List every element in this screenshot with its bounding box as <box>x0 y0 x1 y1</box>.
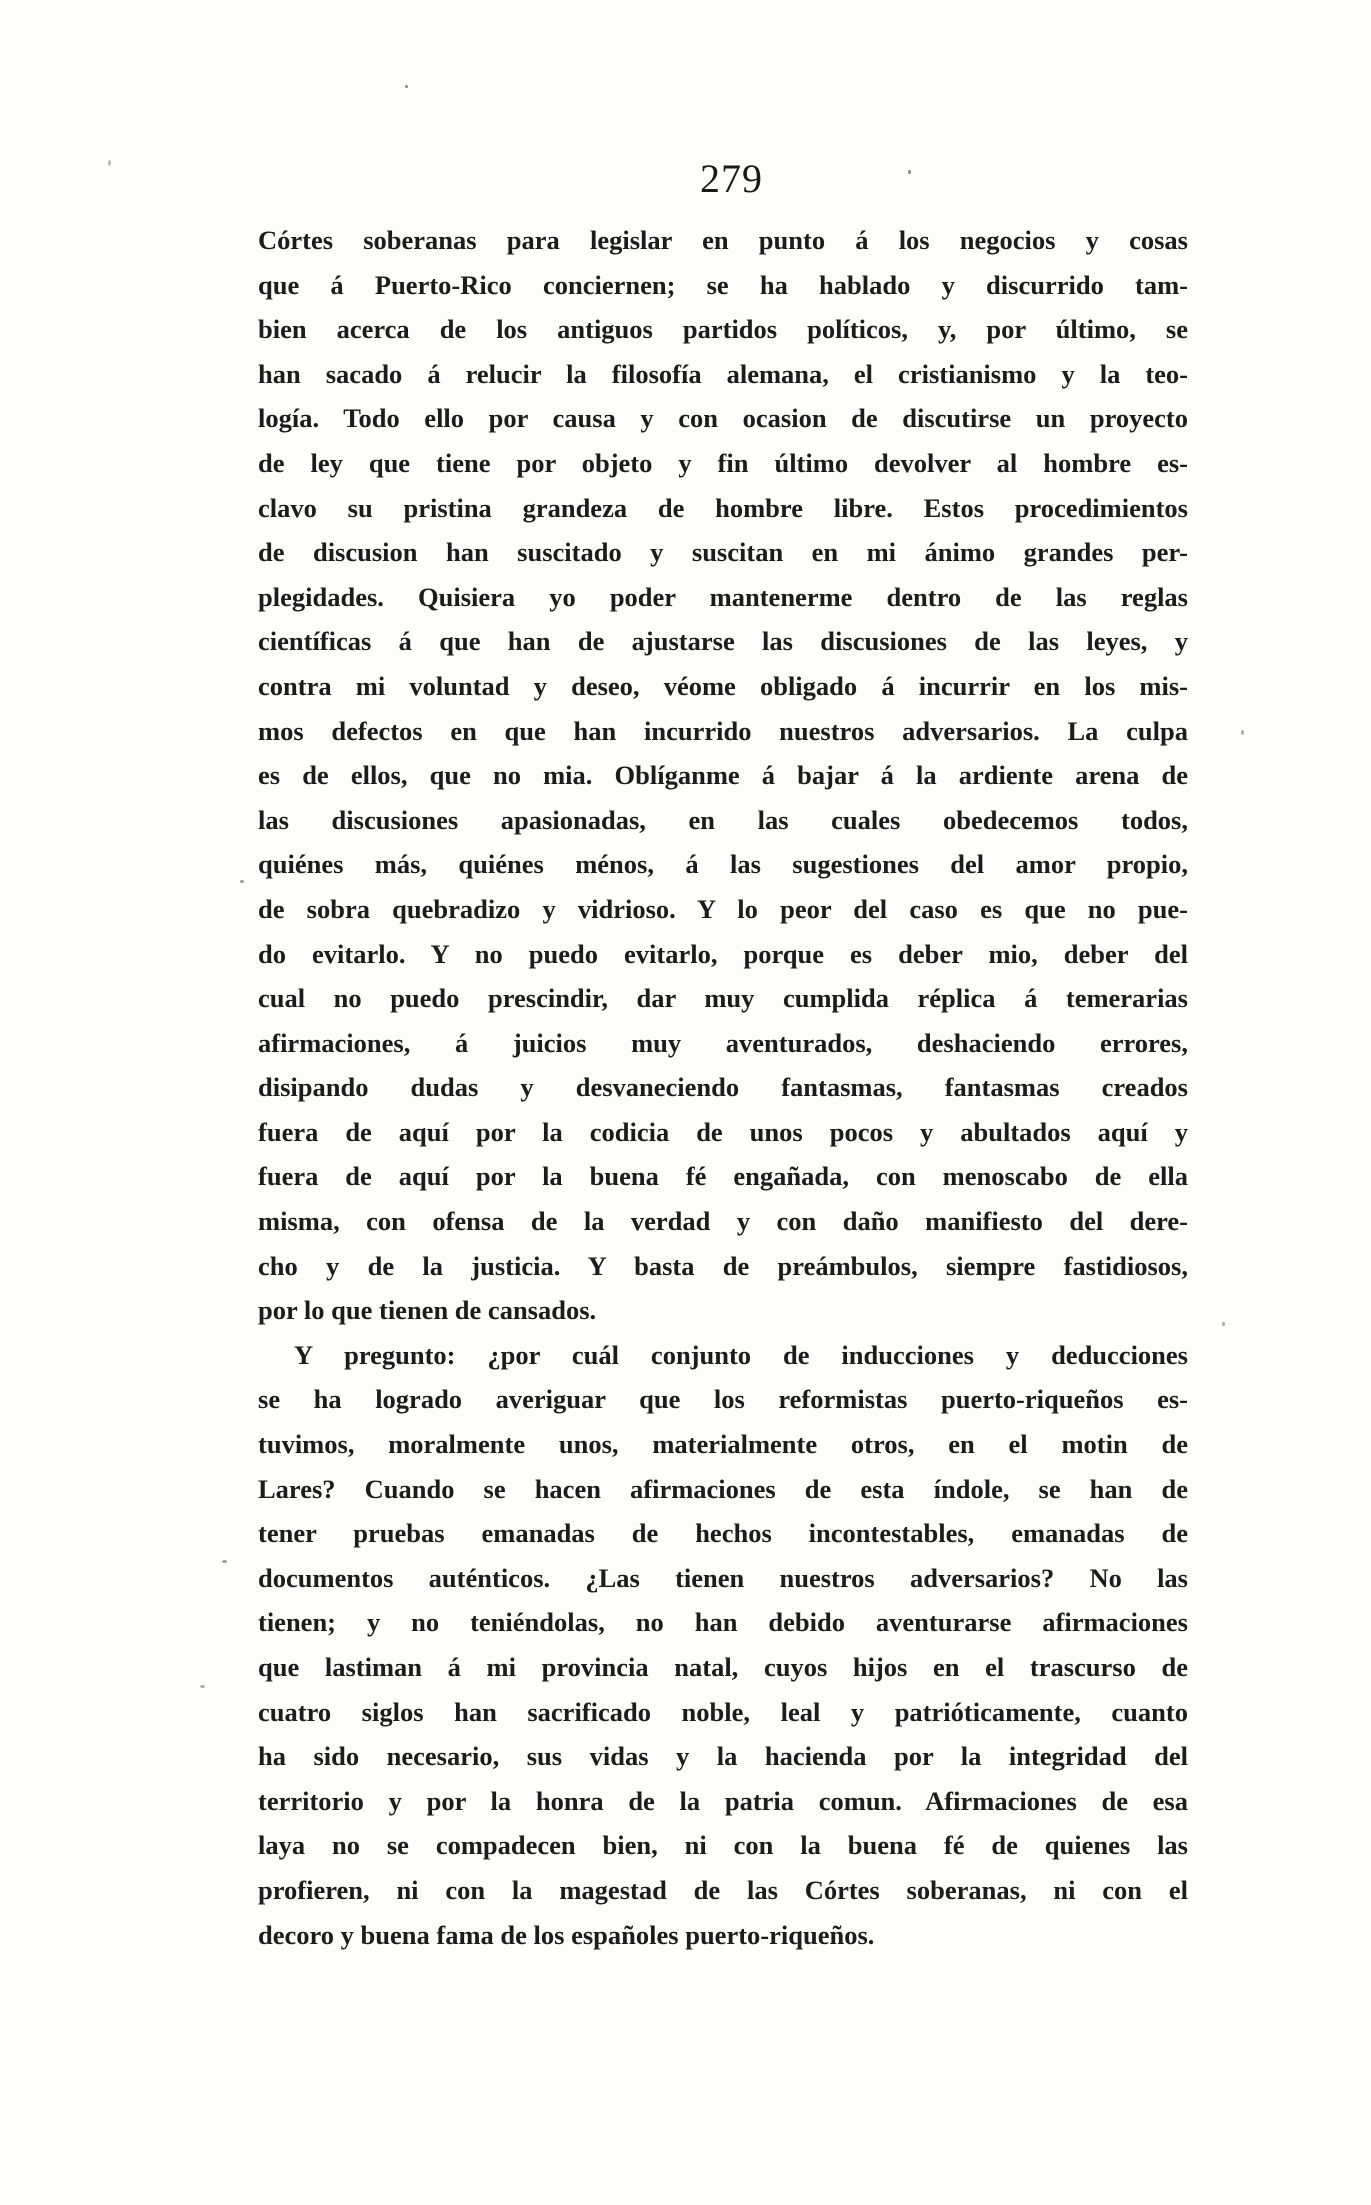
scan-speck <box>1241 730 1244 735</box>
text-line: cho y de la justicia. Y basta de preámbulos, siempre fastidiosos, <box>258 1250 1188 1281</box>
text-line: que lastiman á mi provincia natal, cuyos hijos en el trascurso de <box>258 1652 1188 1682</box>
text-line: ha sido necesario, sus vidas y la hacienda por la integridad del <box>258 1741 1188 1772</box>
paragraph-1 <box>258 218 1188 1333</box>
text-line: fuera de aquí por la codicia de unos pocos y abultados aquí y <box>258 1116 1188 1147</box>
text-line: de discusion han suscitado y suscitan en mi ánimo grandes per- <box>258 537 1188 568</box>
text-line: disipando dudas y desvaneciendo fantasmas, fantasmas creados <box>258 1072 1188 1103</box>
text-line: las discusiones apasionadas, en las cuales obedecemos todos, <box>258 804 1188 835</box>
text-line: territorio y por la honra de la patria comun. Afirmaciones de esa <box>258 1785 1188 1816</box>
text-line: documentos auténticos. ¿Las tienen nuestros adversarios? No las <box>258 1562 1188 1593</box>
scan-speck <box>1222 1322 1225 1326</box>
text-line: afirmaciones, á juicios muy aventurados, deshaciendo errores, <box>258 1027 1188 1058</box>
text-line: laya no se compadecen bien, ni con la buena fé de quienes las <box>258 1830 1188 1861</box>
text-line: plegidades. Quisiera yo poder mantenerme dentro de las reglas <box>258 581 1188 612</box>
paragraph-2 <box>258 1333 1188 1957</box>
text-line: de ley que tiene por objeto y fin último devolver al hombre es- <box>258 447 1188 478</box>
text-line: cuatro siglos han sacrificado noble, leal y patrióticamente, cuanto <box>258 1696 1188 1727</box>
scan-speck <box>405 85 408 88</box>
text-line: bien acerca de los antiguos partidos políticos, y, por último, se <box>258 314 1188 345</box>
text-line: Lares? Cuando se hacen afirmaciones de esta índole, se han de <box>258 1473 1188 1504</box>
body-text <box>258 218 1188 1957</box>
text-line: decoro y buena fama de los españoles puerto-riqueños. <box>258 1919 875 1950</box>
scan-speck <box>200 1685 205 1688</box>
scan-speck <box>908 170 911 174</box>
text-line: clavo su pristina grandeza de hombre libre. Estos procedimientos <box>258 492 1188 523</box>
text-line: misma, con ofensa de la verdad y con daño manifiesto del dere- <box>258 1206 1188 1237</box>
text-line: contra mi voluntad y deseo, véome obligado á incurrir en los mis- <box>258 670 1188 701</box>
text-line: por lo que tienen de cansados. <box>258 1295 597 1326</box>
text-line: se ha logrado averiguar que los reformistas puerto-riqueños es- <box>258 1384 1188 1415</box>
text-line: Y pregunto: ¿por cuál conjunto de inducciones y deducciones <box>294 1339 1188 1370</box>
text-line: do evitarlo. Y no puedo evitarlo, porque es deber mio, deber del <box>258 938 1188 969</box>
text-line: Córtes soberanas para legislar en punto á los negocios y cosas <box>258 225 1188 255</box>
text-line: logía. Todo ello por causa y con ocasion de discutirse un proyecto <box>258 403 1188 434</box>
text-line: de sobra quebradizo y vidrioso. Y lo peor del caso es que no pue- <box>258 893 1188 924</box>
text-line: fuera de aquí por la buena fé engañada, con menoscabo de ella <box>258 1161 1188 1192</box>
text-line: es de ellos, que no mia. Oblíganme á bajar á la ardiente arena de <box>258 760 1188 791</box>
scan-speck <box>240 880 244 883</box>
text-line: tuvimos, moralmente unos, materialmente otros, en el motin de <box>258 1429 1188 1460</box>
scan-speck <box>222 1560 227 1563</box>
text-line: tienen; y no teniéndolas, no han debido aventurarse afirmaciones <box>258 1607 1188 1638</box>
text-line: quiénes más, quiénes ménos, á las sugestiones del amor propio, <box>258 849 1188 880</box>
scan-speck <box>108 160 111 166</box>
text-line: tener pruebas emanadas de hechos incontestables, emanadas de <box>258 1518 1188 1549</box>
text-line: han sacado á relucir la filosofía alemana, el cristianismo y la teo- <box>258 358 1188 389</box>
text-line: que á Puerto-Rico conciernen; se ha hablado y discurrido tam- <box>258 269 1188 300</box>
text-line: profieren, ni con la magestad de las Córtes soberanas, ni con el <box>258 1874 1188 1905</box>
text-line: mos defectos en que han incurrido nuestros adversarios. La culpa <box>258 715 1188 746</box>
text-line: científicas á que han de ajustarse las discusiones de las leyes, y <box>258 626 1188 657</box>
text-line: cual no puedo prescindir, dar muy cumplida réplica á temerarias <box>258 983 1188 1014</box>
page-number: 279 <box>700 156 763 201</box>
